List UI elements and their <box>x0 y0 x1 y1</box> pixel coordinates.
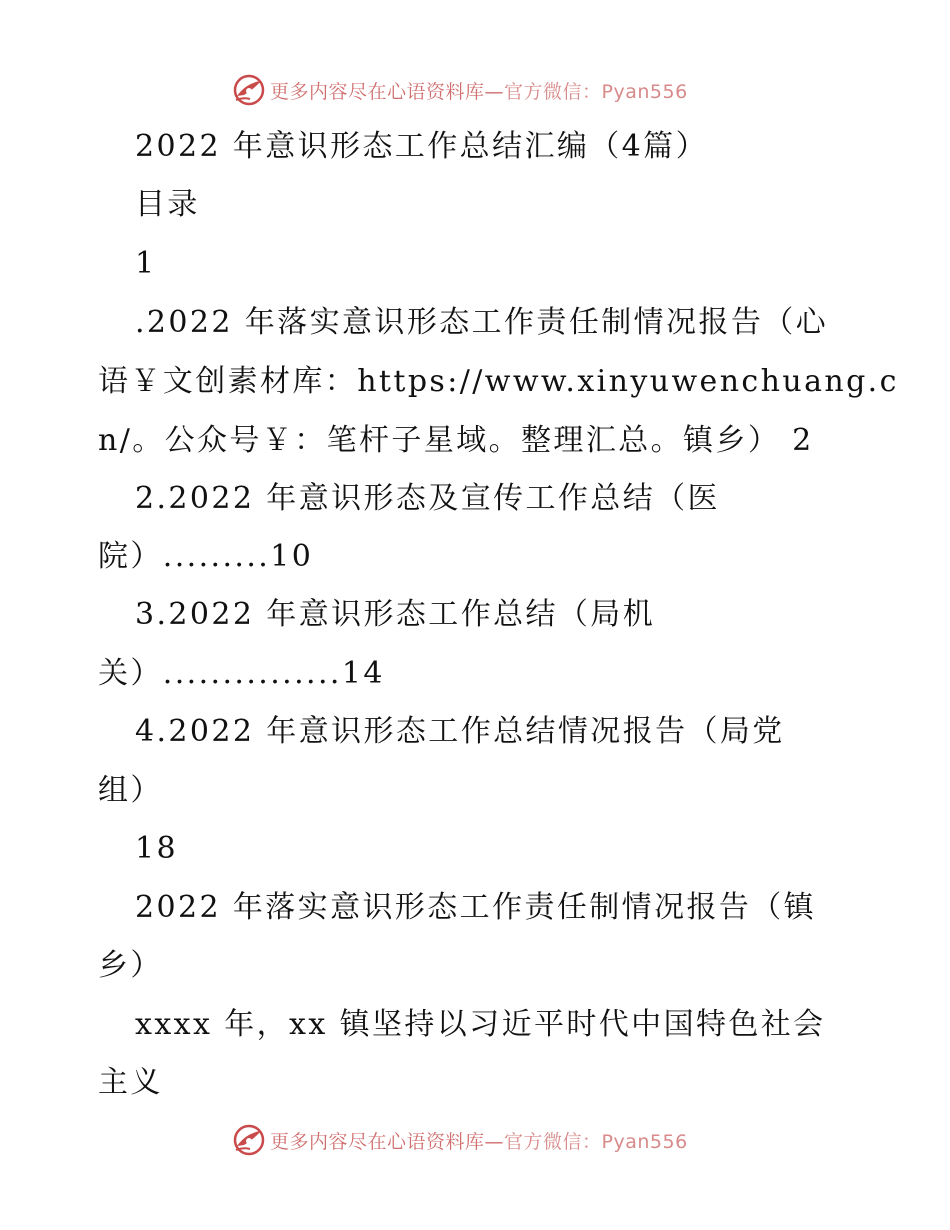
body-paragraph: xxxx 年，xx 镇坚持以习近平时代中国特色社会 <box>135 1007 826 1042</box>
toc-line: 2.2022 年意识形态及宣传工作总结（医 <box>135 481 720 516</box>
watermark-header <box>232 70 688 110</box>
section-title-continued: 乡） <box>98 948 163 983</box>
document-title: 2022 年意识形态工作总结汇编（4篇） <box>135 129 708 164</box>
watermark-footer <box>232 1120 688 1160</box>
body-paragraph-continued: 主义 <box>98 1065 163 1100</box>
watermark-text: 更多内容尽在心语资料库—官方微信：Pyan556 <box>270 80 688 103</box>
toc-line: .2022 年落实意识形态工作责任制情况报告（心 <box>135 305 829 340</box>
watermark-text: 更多内容尽在心语资料库—官方微信：Pyan556 <box>270 1130 688 1153</box>
pen-nib-logo-icon <box>232 1123 266 1157</box>
toc-line: 院）.........10 <box>98 539 314 574</box>
toc-line: 3.2022 年意识形态工作总结（局机 <box>135 597 656 632</box>
toc-line: 组） <box>98 773 163 808</box>
section-title: 2022 年落实意识形态工作责任制情况报告（镇 <box>135 890 817 925</box>
toc-line: 关）...............14 <box>98 656 385 691</box>
toc-line: 语￥文创素材库：https://www.xinyuwenchuang.c <box>98 364 899 399</box>
toc-heading: 目录 <box>135 187 200 222</box>
toc-line: 1 <box>135 246 157 281</box>
watermark-wechat: 官方微信：Pyan556 <box>504 1130 688 1153</box>
toc-line: 18 <box>135 831 178 866</box>
toc-line: 4.2022 年意识形态工作总结情况报告（局党 <box>135 714 785 749</box>
toc-line: n/。公众号￥：笔杆子星域。整理汇总。镇乡） 2 <box>98 423 814 458</box>
watermark-wechat: 官方微信：Pyan556 <box>504 80 688 103</box>
pen-nib-logo-icon <box>232 73 266 107</box>
